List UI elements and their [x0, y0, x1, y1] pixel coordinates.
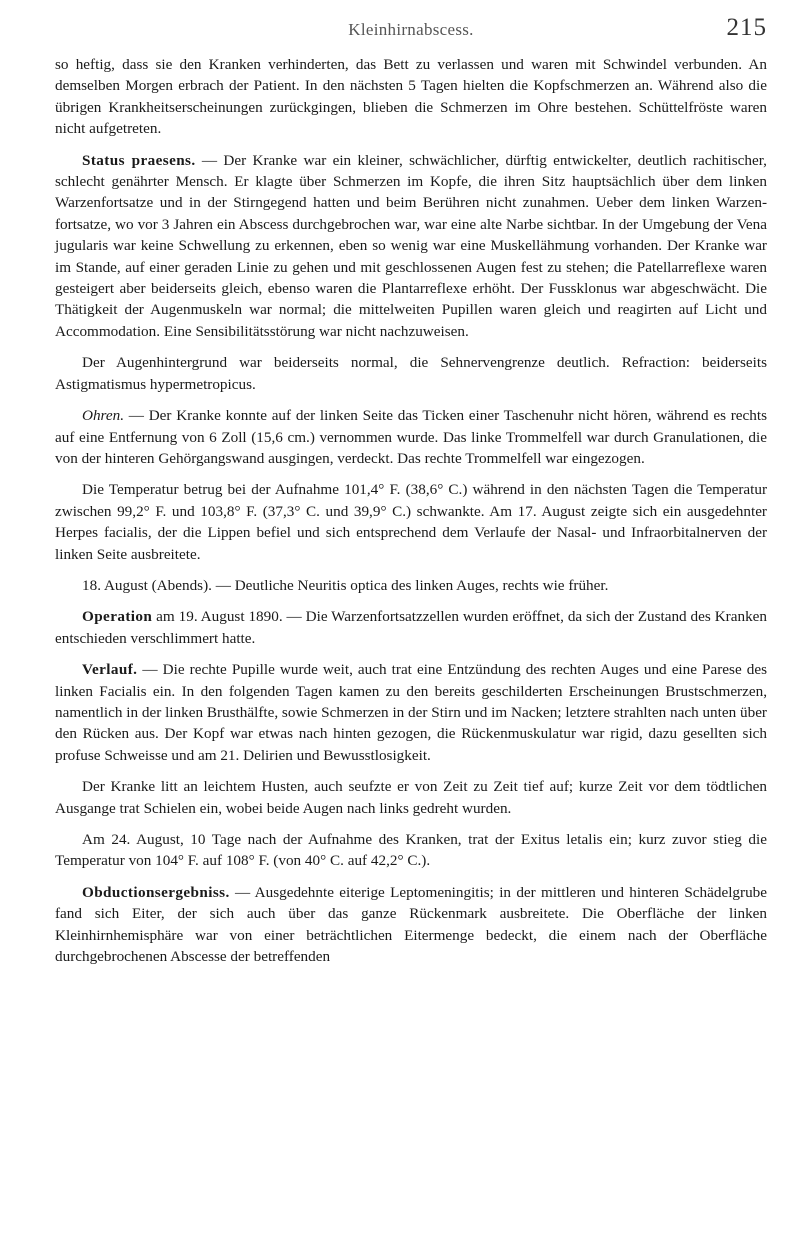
- paragraph-text: — Der Kranke konnte auf der linken Seite das Ticken einer Taschenuhr nicht hören, während es rechts auf eine Entfernung von 6 Zoll (15,6 cm.) vernommen wurde. Das linke Trommelfell war durch Granulationen, die von der hinteren Gehörgangswand ausgingen, verdeckt. Das rechte Trommelfell war eingezogen.: [55, 407, 767, 467]
- body-text: [55, 54, 767, 967]
- paragraph-status-praesens: [55, 150, 767, 343]
- paragraph-continuation: [55, 54, 767, 140]
- paragraph-text: so heftig, dass sie den Kranken verhinderten, das Bett zu verlassen und waren mit Schwindel verbunden. An demselben Morgen erbrach der Patient. In den nächsten 5 Tagen hielten die Kopfschmerzen an. Während also die übrigen Krankheitserscheinungen zurückgingen, blieben die Schmerzen im Ohre bestehen. Schüttelfröste waren nicht aufgetreten.: [55, 56, 767, 138]
- section-lead-verlauf: Verlauf.: [82, 661, 138, 679]
- book-page: [55, 14, 767, 977]
- paragraph-augenhintergrund: [55, 352, 767, 395]
- paragraph-text: — Der Kranke war ein kleiner, schwächlicher, dürftig entwickelter, deutlich rachitischer, schlecht genährter Mensch. Er klagte über Schmerzen im Kopfe, die ihren Sitz hauptsächlich über dem linken Warzenfortsatze und in der Stirngegend hatten und beim Berühren nicht zunahmen. Ueber dem linken Warzenfortsatze, wo vor 3 Jahren ein Abscess durchgebrochen war, war eine alte Narbe sichtbar. In der Umgebung der Vena jugularis war keine Schwellung zu erkennen, eben so wenig war eine Muskellähmung vorhanden. Der Kranke war im Stande, auf einer geraden Linie zu gehen und mit geschlossenen Augen fest zu stehen; die Patellarreflexe waren gesteigert aber beiderseits gleich, ebenso waren die Plantarreflexe erhöht. Der Fussklonus war abgeschwächt. Die Thätigkeit der Augenmuskeln war normal; die mittelweiten Pupillen waren gleich und reagirten auf Licht und Accommodation. Eine Sensibilitätsstörung war nicht nachzuweisen.: [55, 151, 767, 340]
- paragraph-text: Am 24. August, 10 Tage nach der Aufnahme des Kranken, trat der Exitus letalis ein; kurz zuvor stieg die Temperatur von 104° F. auf 108° F. (von 40° C. auf 42,2° C.).: [55, 831, 767, 870]
- paragraph-operation: [55, 606, 767, 649]
- section-lead-obductionsergebniss: Obductionsergebniss.: [82, 883, 230, 901]
- paragraph-text: — Ausgedehnte eiterige Leptomeningitis; in der mittleren und hinteren Schädelgrube fand sich Eiter, der sich auch über das ganze Rückenmark ausbreitete. Die Oberfläche der linken Kleinhirnhemisphäre war von einer beträchtlichen Eitermenge bedeckt, die einem nach der Oberfläche durchgebrochenen Abscesse der betreffenden: [55, 883, 767, 966]
- paragraph-husten: [55, 776, 767, 819]
- paragraph-text: Der Kranke litt an leichtem Husten, auch seufzte er von Zeit zu Zeit tief auf; kurze Zeit vor dem tödtlichen Ausgange trat Schielen ein, wobei beide Augen nach links gedreht wurden.: [55, 778, 767, 817]
- paragraph-text: am 19. August 1890. — Die Warzenfortsatzzellen wurden eröffnet, da sich der Zustand des Kranken entschieden verschlimmert hatte.: [55, 608, 767, 647]
- paragraph-text: 18. August (Abends). — Deutliche Neuritis optica des linken Auges, rechts wie früher.: [82, 576, 609, 594]
- paragraph-verlauf: [55, 659, 767, 766]
- section-lead-ohren: Ohren.: [82, 407, 125, 425]
- paragraph-18-august: [55, 575, 767, 596]
- paragraph-ohren: [55, 405, 767, 469]
- paragraph-text: — Die rechte Pupille wurde weit, auch trat eine Entzündung des rechten Auges und eine Parese des linken Facialis ein. In den folgenden Tagen kamen zu den bereits geschilderten Erscheinungen Brustschmerzen, namentlich in der linken Brusthälfte, sowie Schmerzen in der Stirn und im Nacken; letztere strahlten nach unten über den Rücken aus. Der Kopf war etwas nach hinten gezogen, die Rückenmuskulatur war rigid, dazu gesellten sich profuse Schweisse und am 21. Delirien und Bewusstlosigkeit.: [55, 661, 767, 764]
- paragraph-obduction: [55, 882, 767, 968]
- paragraph-exitus: [55, 829, 767, 872]
- running-title: Kleinhirnabscess.: [348, 20, 474, 39]
- paragraph-text: Die Temperatur betrug bei der Aufnahme 101,4° F. (38,6° C.) während in den nächsten Tagen die Temperatur zwischen 99,2° F. und 103,8° F. (37,3° C. und 39,9° C.) schwankte. Am 17. August zeigte sich ein ausgedehnter Herpes facialis, der die Lippen befiel und sich entsprechend dem Verlaufe der Nasal- und Infraorbitalnerven der linken Seite ausbreitete.: [55, 481, 767, 563]
- page-number: 215: [726, 14, 767, 41]
- section-lead-status-praesens: Status praesens.: [82, 151, 196, 169]
- running-header: [55, 14, 767, 48]
- section-lead-operation: Operation: [82, 608, 153, 626]
- paragraph-temperatur: [55, 479, 767, 565]
- paragraph-text: Der Augenhintergrund war beiderseits normal, die Sehnervengrenze deutlich. Refraction: beiderseits Astigmatismus hypermetropicus.: [55, 354, 767, 393]
